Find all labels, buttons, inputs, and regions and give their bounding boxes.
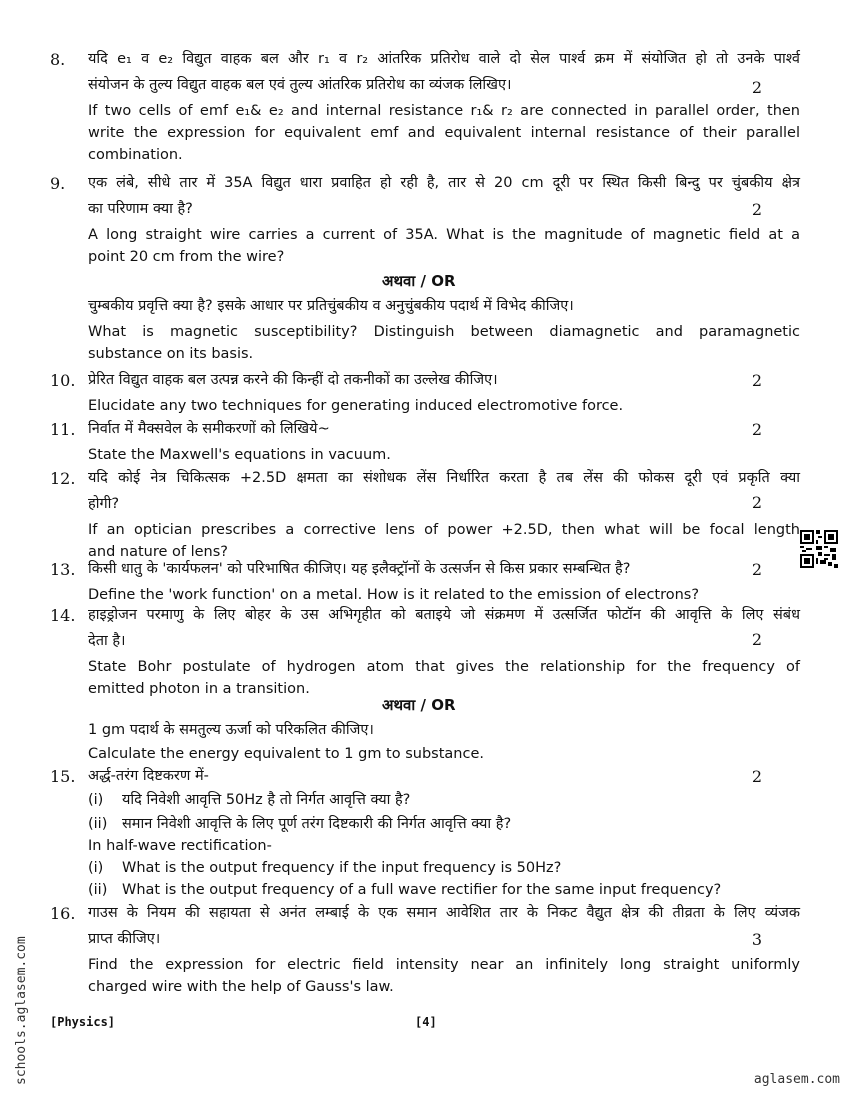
- subpart-text: समान निवेशी आवृत्ति के लिए पूर्ण तरंग दिष्टकारी की निर्गत आवृत्ति क्या है?: [122, 816, 512, 832]
- hindi-text: 1 gm पदार्थ के समतुल्य ऊर्जा को परिकलित कीजिए।: [88, 722, 374, 738]
- english-text: Find the expression for electric field intensity near an infinitely long straight uniformly: [88, 957, 800, 973]
- marks: 2: [751, 630, 762, 649]
- question-number: 12.: [50, 469, 76, 488]
- footer-page-number: [4]: [415, 1015, 437, 1029]
- english-text: State Bohr postulate of hydrogen atom that gives the relationship for the frequency of: [88, 659, 800, 675]
- hindi-text: प्राप्त कीजिए।: [88, 931, 161, 947]
- hindi-text: गाउस के नियम की सहायता से अनंत लम्बाई के एक समान आवेशित तार के निकट वैद्युत क्षेत्र की तीव्रता के लिए व्यंजक: [88, 905, 800, 921]
- subpart-number: (ii): [88, 882, 108, 898]
- english-text: combination.: [88, 147, 183, 163]
- english-text: point 20 cm from the wire?: [88, 249, 285, 265]
- marks: 2: [751, 560, 762, 579]
- hindi-text: अर्द्ध-तरंग दिष्टकरण में-: [88, 768, 209, 784]
- question-number: 9.: [50, 174, 66, 193]
- marks: 2: [751, 493, 762, 512]
- side-watermark: schools.aglasem.com: [14, 936, 29, 1085]
- english-text: and nature of lens?: [88, 544, 228, 560]
- hindi-text: देता है।: [88, 633, 126, 649]
- marks: 2: [751, 200, 762, 219]
- hindi-text: चुम्बकीय प्रवृत्ति क्या है? इसके आधार पर प्रतिचुंबकीय व अनुचुंबकीय पदार्थ में विभेद कीजिए।: [88, 298, 574, 314]
- english-text: substance on its basis.: [88, 346, 254, 362]
- hindi-text: एक लंबे, सीधे तार में 35A विद्युत धारा प्रवाहित हो रही है, तार से 20 cm दूरी पर स्थित किसी बिन्दु पर चुंबकीय क्षेत्र: [88, 175, 800, 191]
- hindi-text: प्रेरित विद्युत वाहक बल उत्पन्न करने की किन्हीं दो तकनीकों का उल्लेख कीजिए।: [88, 372, 498, 388]
- question-number: 8.: [50, 50, 66, 69]
- english-text: Define the 'work function' on a metal. How is it related to the emission of electrons?: [88, 587, 700, 603]
- question-number: 16.: [50, 904, 76, 923]
- english-text: Calculate the energy equivalent to 1 gm to substance.: [88, 746, 484, 762]
- or-separator: अथवा / OR: [382, 696, 456, 714]
- marks: 3: [751, 930, 762, 949]
- hindi-text: होगी?: [88, 496, 120, 512]
- subpart-number: (i): [88, 860, 104, 876]
- english-text: Elucidate any two techniques for generating induced electromotive force.: [88, 398, 624, 414]
- marks: 2: [751, 78, 762, 97]
- english-text: charged wire with the help of Gauss's law.: [88, 979, 394, 995]
- hindi-subpart: [88, 813, 800, 835]
- subpart-number: (i): [88, 792, 104, 808]
- marks: 2: [751, 371, 762, 390]
- english-text: What is magnetic susceptibility? Distinguish between diamagnetic and paramagnetic: [88, 324, 800, 340]
- english-subpart: [88, 857, 800, 879]
- hindi-text: हाइड्रोजन परमाणु के लिए बोहर के उस अभिगृहीत को बताइये जो संक्रमण में उत्सर्जित फोटॉन की आवृत्ति के लिए संबंध: [88, 607, 800, 623]
- english-subpart: [88, 879, 800, 901]
- footer-subject: [Physics]: [50, 1015, 116, 1029]
- qr-code-icon: [800, 530, 838, 568]
- question-number: 15.: [50, 767, 76, 786]
- question-number: 10.: [50, 371, 76, 390]
- english-text: A long straight wire carries a current of 35A. What is the magnitude of magnetic field at a: [88, 227, 800, 243]
- subpart-number: (ii): [88, 816, 108, 832]
- english-text: If two cells of emf e₁& e₂ and internal resistance r₁& r₂ are connected in parallel order, then: [88, 103, 800, 119]
- subpart-text: What is the output frequency of a full wave rectifier for the same input frequency?: [122, 882, 722, 898]
- subpart-text: What is the output frequency if the input frequency is 50Hz?: [122, 860, 562, 876]
- hindi-text: यदि e₁ व e₂ विद्युत वाहक बल और r₁ व r₂ आंतरिक प्रतिरोध वाले दो सेल पार्श्व क्रम में संयोजित हो तो उनके पार्श्व: [88, 51, 800, 67]
- bottom-watermark: aglasem.com: [753, 1072, 840, 1087]
- question-number: 11.: [50, 420, 76, 439]
- hindi-text: संयोजन के तुल्य विद्युत वाहक बल एवं तुल्य आंतरिक प्रतिरोध का व्यंजक लिखिए।: [88, 77, 512, 93]
- marks: 2: [751, 420, 762, 439]
- english-text: In half-wave rectification-: [88, 838, 272, 854]
- subpart-text: यदि निवेशी आवृत्ति 50Hz है तो निर्गत आवृत्ति क्या है?: [122, 792, 411, 808]
- english-text: write the expression for equivalent emf and equivalent internal resistance of their parallel: [88, 125, 800, 141]
- english-text: State the Maxwell's equations in vacuum.: [88, 447, 391, 463]
- or-separator: अथवा / OR: [382, 272, 456, 290]
- english-text: If an optician prescribes a corrective lens of power +2.5D, then what will be focal length: [88, 522, 800, 538]
- hindi-text: यदि कोई नेत्र चिकित्सक +2.5D क्षमता का संशोधक लेंस निर्धारित करता है तब लेंस की फोकस दूरी एवं प्रकृति क्या: [88, 470, 800, 486]
- hindi-subpart: [88, 789, 800, 811]
- hindi-text: का परिणाम क्या है?: [88, 201, 193, 217]
- hindi-text: किसी धातु के 'कार्यफलन' को परिभाषित कीजिए। यह इलैक्ट्रॉनों के उत्सर्जन से किस प्रकार सम्बन्धित है?: [88, 561, 631, 577]
- hindi-text: निर्वात में मैक्सवेल के समीकरणों को लिखिये~: [88, 421, 330, 437]
- question-number: 14.: [50, 606, 76, 625]
- english-text: emitted photon in a transition.: [88, 681, 310, 697]
- question-number: 13.: [50, 560, 76, 579]
- marks: 2: [751, 767, 762, 786]
